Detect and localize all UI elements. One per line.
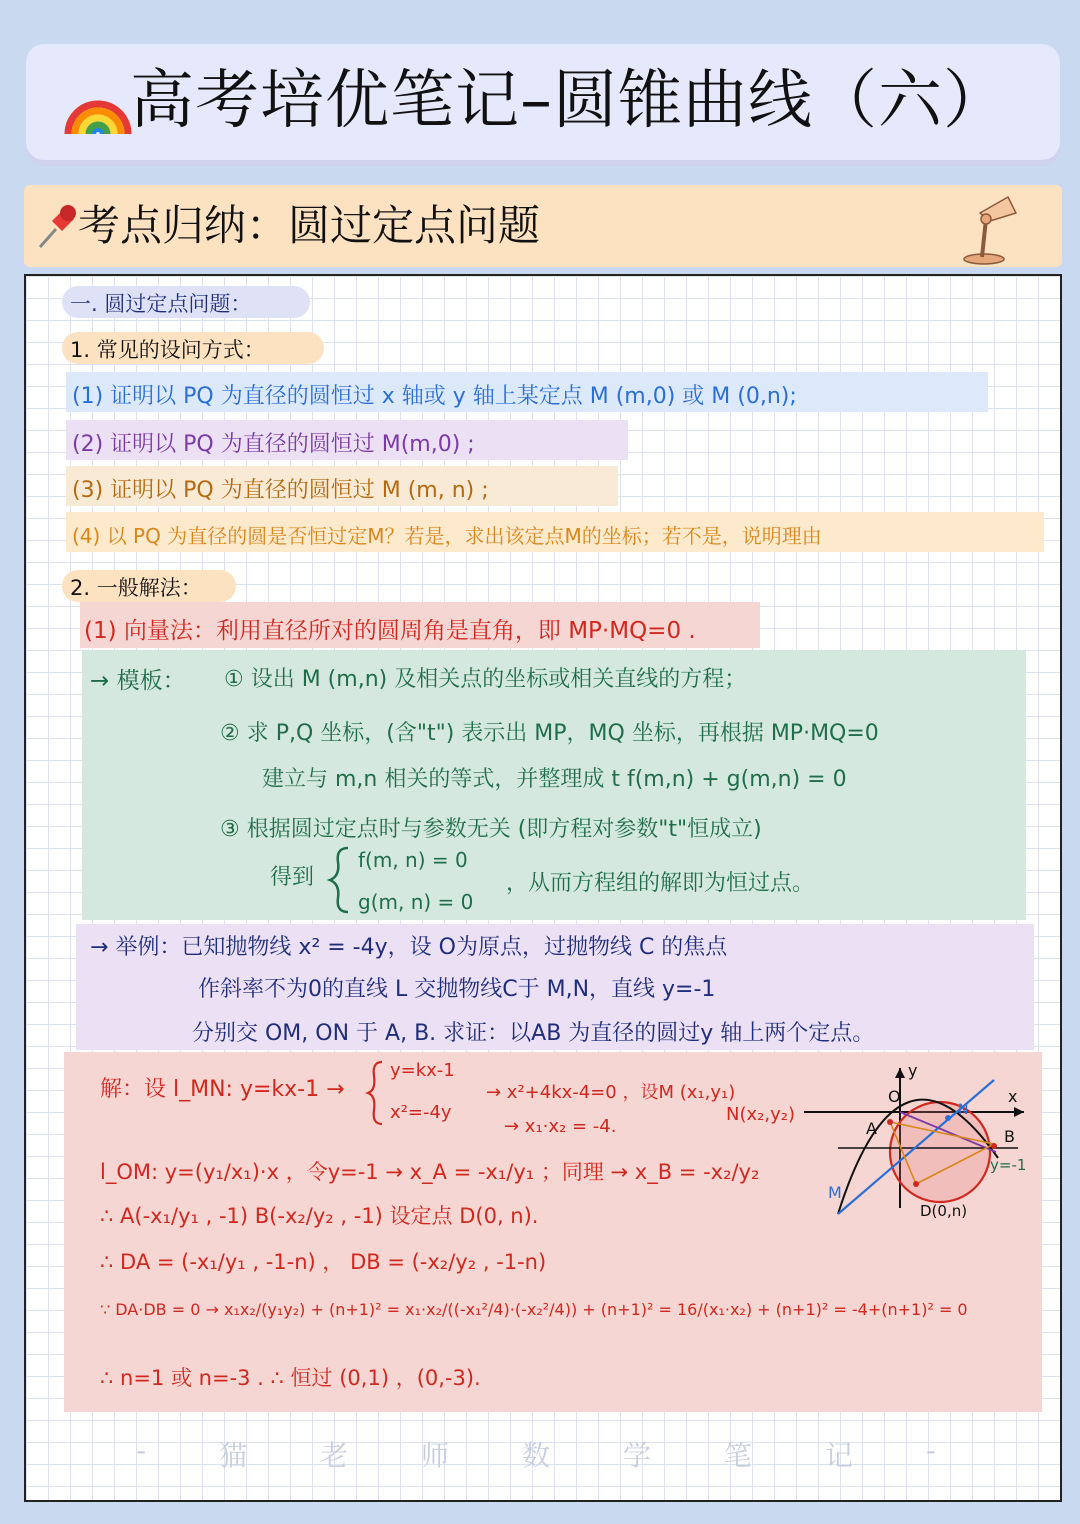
topic-title: 考点归纳：圆过定点问题 [78, 201, 541, 250]
section1-heading: 一. 圆过定点问题： [70, 292, 252, 316]
rainbow-icon [62, 68, 134, 140]
method-title: (1) 向量法：利用直径所对的圆周角是直角，即 MP·MQ=0 . [84, 618, 696, 644]
question-3: (3) 证明以 PQ 为直径的圆恒过 M (m, n) ; [72, 478, 489, 503]
solution-line-1b: → x²+4kx-4=0 ，设M (x₁,y₁) [486, 1082, 736, 1103]
result-tail: ，从而方程组的解即为恒过点。 [506, 871, 815, 896]
footer-char: 笔 [723, 1439, 752, 1472]
template-step-2a: ② 求 P,Q 坐标，(含"t") 表示出 MP，MQ 坐标，再根据 MP·MQ=0 [220, 721, 879, 746]
footer-char: 师 [421, 1439, 450, 1472]
example-line-2: 作斜率不为0的直线 L 交抛物线C于 M,N，直线 y=-1 [198, 977, 716, 1002]
footer-char: 猫 [219, 1439, 248, 1472]
label-x: x [1008, 1087, 1018, 1106]
solution-line-4: ∴ A(-x₁/y₁ , -1) B(-x₂/y₂ , -1) 设定点 D(0, n). [100, 1204, 539, 1228]
label-m: M [828, 1183, 842, 1202]
example-line-3: 分别交 OM, ON 于 A, B. 求证：以AB 为直径的圆过y 轴上两个定点。 [192, 1021, 875, 1046]
parabola-figure [798, 1058, 1034, 1218]
title-card [26, 44, 1060, 160]
solution-sys-2: x²=-4y [390, 1102, 452, 1123]
template-label: → 模板： [90, 668, 186, 694]
label-line: y=-1 [990, 1156, 1027, 1174]
template-step-2b: 建立与 m,n 相关的等式，并整理成 t f(m,n) + g(m,n) = 0 [262, 767, 847, 792]
template-step-3: ③ 根据圆过定点时与参数无关 (即方程对参数"t"恒成立) [220, 817, 762, 842]
system-eq-2: g(m, n) = 0 [358, 890, 474, 914]
template-step-1: ① 设出 M (m,n) 及相关点的坐标或相关直线的方程； [224, 667, 747, 692]
page-title: 高考培优笔记–圆锥曲线（六） [130, 64, 1008, 138]
circle-ab [890, 1102, 990, 1202]
solution-line-1a: 解：设 l_MN: y=kx-1 → [100, 1077, 345, 1102]
footer-char: 记 [824, 1439, 853, 1472]
topic-banner [24, 185, 1062, 267]
footer-char: 学 [622, 1439, 651, 1472]
solution-line-6: ∵ DA·DB = 0 → x₁x₂/(y₁y₂) + (n+1)² = x₁·x₂/((-x₁²/4)·(-x₂²/4)) + (n+1)² = 16/(x₁·x₂) + (n+1)² = -4+(n+1)² = 0 [100, 1300, 968, 1319]
notes-paper [24, 274, 1062, 1502]
footer-char: - [925, 1434, 936, 1467]
label-d: D(0,n) [920, 1202, 968, 1218]
solution-line-2: → x₁·x₂ = -4. [504, 1116, 617, 1137]
pushpin-icon [34, 201, 80, 251]
section2-heading: 2. 一般解法： [70, 576, 202, 600]
footer-watermark [136, 1434, 936, 1474]
solution-line-1c: N(x₂,y₂) [726, 1104, 795, 1125]
brace-icon [326, 844, 356, 916]
result-label: 得到 [270, 865, 315, 890]
footer-char: - [136, 1434, 147, 1467]
footer-char: 数 [521, 1439, 550, 1472]
solution-line-7: ∴ n=1 或 n=-3 . ∴ 恒过 (0,1) ，(0,-3). [100, 1366, 481, 1390]
solution-sys-1: y=kx-1 [390, 1060, 455, 1081]
solution-line-3: l_OM: y=(y₁/x₁)·x ，令y=-1 → x_A = -x₁/y₁ ；同理 → x_B = -x₂/y₂ [100, 1160, 760, 1184]
section1-1-heading: 1. 常见的设问方式： [70, 338, 265, 362]
label-o: O [888, 1087, 901, 1106]
footer-char: 老 [320, 1439, 349, 1472]
question-1: (1) 证明以 PQ 为直径的圆恒过 x 轴或 y 轴上某定点 M (m,0) 或 M (0,n); [72, 384, 797, 409]
example-line-1: → 举例：已知抛物线 x² = -4y，设 O为原点，过抛物线 C 的焦点 [90, 935, 728, 960]
solution-line-5: ∴ DA = (-x₁/y₁ , -1-n) ， DB = (-x₂/y₂ , -1-n) [100, 1250, 547, 1274]
label-b: B [1004, 1127, 1015, 1146]
label-n: N [958, 1102, 969, 1118]
brace-icon-2 [364, 1058, 388, 1128]
label-y: y [908, 1061, 918, 1080]
desk-lamp-icon [960, 191, 1022, 265]
system-eq-1: f(m, n) = 0 [358, 848, 468, 872]
question-4: (4) 以 PQ 为直径的圆是否恒过定M？若是，求出该定点M的坐标；若不是，说明理由 [72, 524, 822, 548]
question-2: (2) 证明以 PQ 为直径的圆恒过 M(m,0) ; [72, 432, 475, 457]
label-a: A [866, 1119, 877, 1138]
